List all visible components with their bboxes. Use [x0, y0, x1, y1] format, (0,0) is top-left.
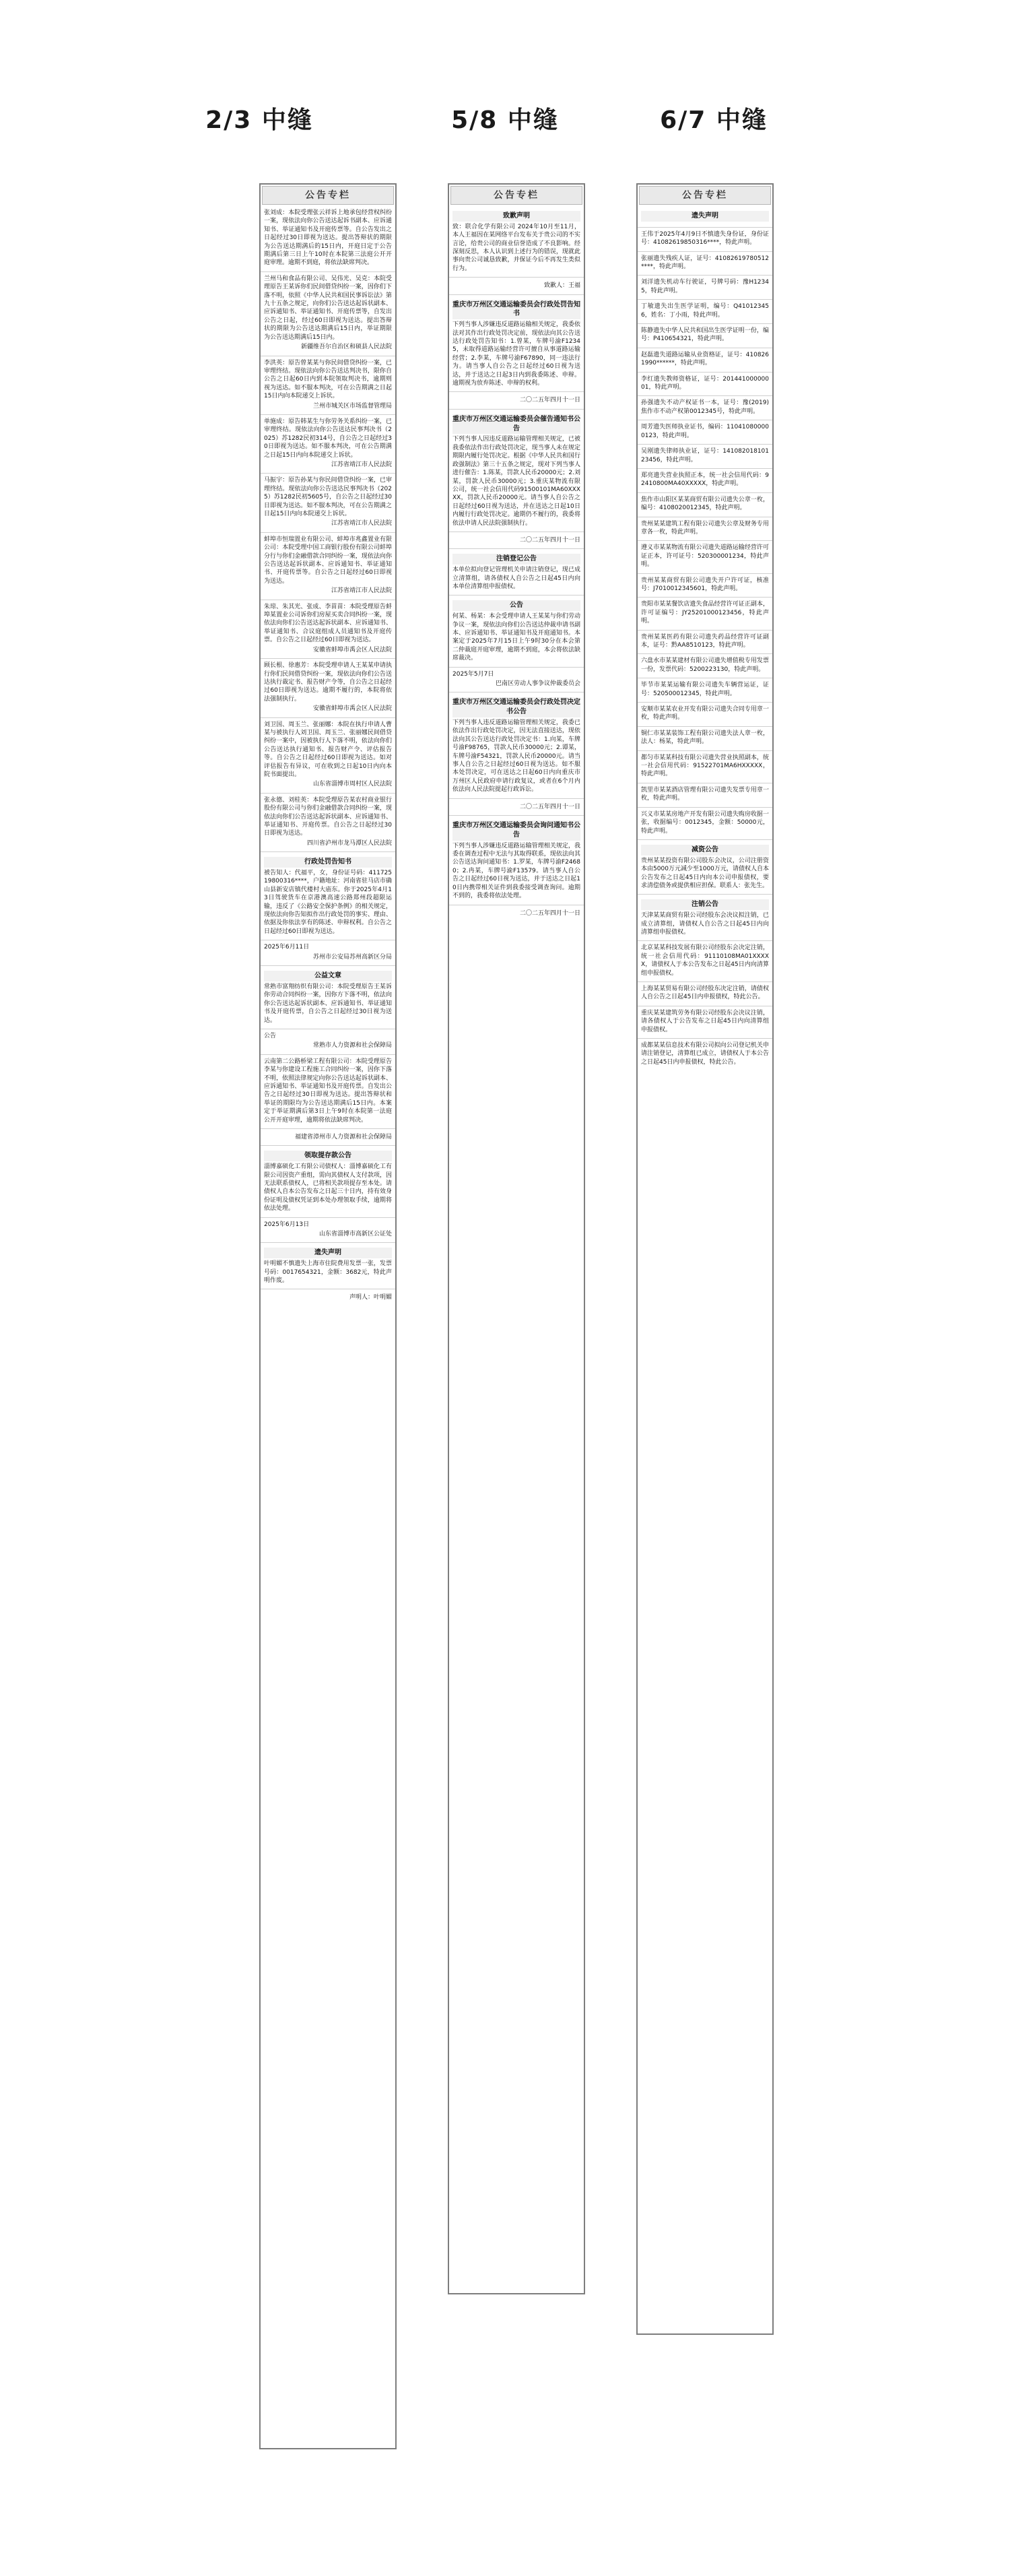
- notice-issuer: 安徽省蚌埠市禹会区人民法院: [312, 705, 392, 713]
- notice-line: 六盘水市某某建材有限公司遗失增值税专用发票一份，发票代码：5200223130，特此声明。: [641, 657, 769, 673]
- notice-item: [261, 356, 395, 414]
- notice-item: [449, 905, 584, 922]
- column-2-body: [449, 206, 584, 922]
- column-banner: 公告专栏: [450, 186, 582, 205]
- notice-body: 张永德、刘桂英：本院受理原告某农村商业银行股份有限公司与你们金融借款合同纠纷一案，现依法向你们公告送达起诉状副本、应诉通知书、举证通知书、开庭传票。自公告之日起经过30日即视为送达。: [264, 796, 392, 837]
- notice-body: 被告知人：代福平，女，身份证号码：41172519800316****，户籍地址：河南省驻马店市确山县新安店镇代楼村大庙东。你于2025年4月13日驾驶货车在京港澳高速公路郑州段超限运输，违反了《公路安全保护条例》的相关规定，现依法向你告知拟作出行政处罚的事实、理由、依据及你依法享有的陈述、申辩权利。自公告之日起经过60日即视为送达。: [264, 870, 392, 935]
- notice-heading: 重庆市万州区交通运输委员会行政处罚决定书公告: [452, 697, 580, 717]
- notice-heading: 遗失声明: [641, 211, 769, 222]
- notice-body: 淄博嘉硕化工有限公司债权人：淄博嘉硕化工有限公司因资产重组，需向其债权人支付款项，因无法联系债权人，已将相关款项提存至本处。请债权人自本公告发布之日起三十日内，持有效身份证明及债权凭证到本处办理领取手续，逾期将依法处理。: [264, 1163, 392, 1213]
- column-2: [448, 183, 585, 2294]
- notice-item: [638, 492, 772, 517]
- notice-issuer: 二〇二五年四月十一日: [519, 803, 580, 810]
- notice-item: [638, 630, 772, 654]
- notice-issuer: 苏州市公安局苏州高新区分局: [312, 953, 392, 961]
- notice-heading: 行政处罚告知书: [264, 857, 392, 868]
- notice-line: 贵州某某医药有限公司遗失药品经营许可证副本，证号：黔AA8510123，特此声明。: [641, 633, 769, 649]
- notice-line: 郑亮遗失营业执照正本，统一社会信用代码：92410800MA40XXXXX，特此声明。: [641, 472, 769, 488]
- notice-body: 贵州某某投资有限公司股东会决议，公司注册资本由5000万元减少至1000万元，请债权人自本公告发布之日起45日内向本公司申报债权，要求清偿债务或提供相应担保。联系人：张先生。: [641, 857, 769, 889]
- notice-line: 遵义市某某物流有限公司遗失道路运输经营许可证正本，许可证号：520300001234，特此声明。: [641, 544, 769, 569]
- notice-item: [638, 807, 772, 839]
- notice-issuer: 致歉人：王福: [543, 282, 580, 290]
- notice-line: 成都某某信息技术有限公司拟向公司登记机关申请注销登记，清算组已成立，请债权人于本公告之日起45日内申报债权，特此公告。: [641, 1042, 769, 1066]
- notice-issuer: 四川省泸州市龙马潭区人民法院: [306, 839, 392, 847]
- notice-heading: 减资公告: [641, 845, 769, 856]
- notice-body: 单施成：原告韩某生与你劳务关系纠纷一案，已审理终结。现依法向你公告送达民事判决书（2025）苏1282民初314号，自公告之日起经过30日即视为送达。如不服本判决，可在公告期满之日起15日内向本院递交上诉状。: [264, 418, 392, 459]
- notice-item: [261, 851, 395, 940]
- notice-body: 蚌埠市恒瑞置业有限公司、蚌埠市兆鑫置业有限公司：本院受理中国工商银行股份有限公司蚌埠分行与你们金融借款合同纠纷一案，现依法向你公告送达起诉状副本、应诉通知书、举证通知书、开庭传票等。自公告之日起经过60日即视为送达。: [264, 536, 392, 585]
- notice-body: 下列当事人涉嫌违反道路运输相关规定，我委依法对其作出行政处罚决定前，现依法向其公告送达行政处罚告知书：1.曾某，车牌号渝F12345，未取得道路运输经营许可擅自从事道路运输经营；2.李某，车牌号渝F67890，同一违法行为。请当事人自公告之日起经过60日视为送达，并于送达之日起3日内到我委陈述、申辩。逾期视为放弃陈述、申辩的权利。: [452, 321, 580, 387]
- header-col3: 6/7 中缝: [660, 106, 768, 134]
- notice-item: [638, 299, 772, 323]
- notice-item: [638, 444, 772, 468]
- notice-item: [638, 783, 772, 807]
- notice-heading: 致歉声明: [452, 211, 580, 222]
- notice-heading: 重庆市万州区交通运输委员会行政处罚告知书: [452, 300, 580, 320]
- notice-issuer: 安徽省蚌埠市禹会区人民法院: [312, 646, 392, 653]
- notice-item: [261, 271, 395, 356]
- notice-item: [449, 294, 584, 392]
- notice-item: [261, 1145, 395, 1217]
- notice-heading: 重庆市万州区交通运输委员会催告通知书公告: [452, 414, 580, 434]
- notice-item: [261, 414, 395, 473]
- notice-body: 公告: [264, 1032, 277, 1039]
- notice-item: [261, 473, 395, 532]
- notice-item: [638, 726, 772, 750]
- notice-heading: 公告: [452, 600, 580, 611]
- notice-body: 2025年6月13日: [264, 1221, 310, 1228]
- notice-heading: 注销公告: [641, 899, 769, 910]
- notice-line: 凯里市某某酒店管理有限公司遗失发票专用章一枚，特此声明。: [641, 786, 769, 802]
- notice-item: [261, 532, 395, 600]
- notice-item: [638, 540, 772, 573]
- notice-item: [261, 940, 395, 965]
- notice-line: 铜仁市某某装饰工程有限公司遗失法人章一枚，法人：杨某，特此声明。: [641, 730, 769, 746]
- notice-item: [261, 600, 395, 658]
- notice-issuer: 二〇二五年四月十一日: [519, 536, 580, 544]
- notice-issuer: 二〇二五年四月十一日: [519, 397, 580, 404]
- notice-issuer: 声明人：叶明媚: [349, 1294, 392, 1301]
- notice-body: 何某、杨某：本会受理申请人王某某与你们劳动争议一案，现依法向你们公告送达仲裁申请书副本、应诉通知书、举证通知书及开庭通知书。本案定于2025年7月15日上午9时30分在本会第二仲裁庭开庭审理，逾期不到庭，本会将依法缺席裁决。: [452, 613, 580, 662]
- notice-item: [449, 667, 584, 693]
- header-col1: 2/3 中缝: [205, 106, 313, 134]
- column-banner: 公告专栏: [262, 186, 394, 205]
- notice-heading: 公益文章: [264, 971, 392, 981]
- notice-body: 天津某某商贸有限公司经股东会决议拟注销，已成立清算组，请债权人自公告之日起45日内向清算组申报债权。: [641, 912, 769, 936]
- notice-item: [638, 1038, 772, 1070]
- notice-issuer: 福建省漳州市人力资源和社会保障局: [294, 1133, 392, 1140]
- notice-item: [449, 815, 584, 904]
- notice-item: [638, 894, 772, 940]
- notice-item: [449, 532, 584, 548]
- notice-issuer: 巴南区劳动人事争议仲裁委员会: [495, 680, 580, 688]
- notice-heading: 领取提存款公告: [264, 1151, 392, 1161]
- notice-line: 重庆某某建筑劳务有限公司经股东会决议注销，请各债权人于公告发布之日起45日内向清算组申报债权。: [641, 1009, 769, 1033]
- column-1-body: [261, 206, 395, 1306]
- notice-body: 本单位拟向登记管理机关申请注销登记，现已成立清算组，请各债权人自公告之日起45日内向本单位清算组申报债权。: [452, 567, 580, 590]
- notice-body: 常熟市富翔纺织有限公司：本院受理原告王某诉你劳动合同纠纷一案，因你方下落不明，依法向你公告送达起诉状副本、应诉通知书、举证通知书及开庭传票，自公告之日起经过30日视为送达。: [264, 983, 392, 1024]
- notice-item: [449, 391, 584, 408]
- notice-item: [449, 277, 584, 294]
- notice-item: [261, 1054, 395, 1128]
- notice-line: 丁敏遗失出生医学证明，编号：Q410123456，姓名：丁小雨，特此声明。: [641, 303, 769, 319]
- notice-body: 刘卫国、周玉兰、张丽娜：本院在执行申请人曹某与被执行人刘卫国、周玉兰、张丽娜民间借贷纠纷一案中，因被执行人下落不明，依法向你们公告送达执行通知书、报告财产令、评估报告等。自公告之日起经过60日即视为送达。如对评估报告有异议，可在收到之日起10日内向本院书面提出。: [264, 721, 392, 778]
- notice-body: 叶明媚不慎遗失上海市住院费用发票一张，发票号码：0017654321，金额：3682元，特此声明作废。: [264, 1260, 392, 1285]
- notice-body: 朱琼、朱其光、张成、李苗苗：本院受理原告蚌埠某置业公司诉你们房屋买卖合同纠纷一案，现依法向你们公告送达起诉状副本、应诉通知书、举证通知书、合议庭组成人员通知书及开庭传票。自公告之日起经过60日即视为送达。: [264, 603, 392, 644]
- notice-item: [638, 517, 772, 541]
- notice-item: [638, 348, 772, 372]
- notice-item: [638, 1006, 772, 1038]
- notice-item: [449, 595, 584, 666]
- notice-item: [638, 981, 772, 1006]
- notice-issuer: 山东省淄博市高新区公证处: [318, 1231, 392, 1238]
- notice-item: [449, 798, 584, 815]
- notice-heading: 遗失声明: [264, 1248, 392, 1258]
- notice-issuer: 兰州市城关区市场监督管理局: [312, 402, 392, 410]
- notice-body: 兰州马和食品有限公司、吴伟光、吴克：本院受理原告王某诉你们民间借贷纠纷一案，因你们下落不明，依照《中华人民共和国民事诉讼法》第九十五条之规定，向你们公告送达起诉状副本、应诉通知书、举证通知书、开庭传票等，自发出公告之日起，经过60日即视为送达。提出答辩状的期限为公告送达期满后15日内，举证期限为公告送达期满后15日内。: [264, 275, 392, 341]
- notice-item: [638, 468, 772, 492]
- notice-body: 下列当事人因违反道路运输管理相关规定，已被我委依法作出行政处罚决定，现当事人未在规定期限内履行处罚决定。根据《中华人民共和国行政强制法》第三十五条之规定，现对下列当事人进行催告：1.陈某，罚款人民币20000元；2.刘某，罚款人民币30000元；3.重庆某物流有限公司，统一社会信用代码91500101MA60XXXXX，罚款人民币20000元。请当事人自公告之日起经过60日视为送达，并在送达之日起10日内履行行政处罚决定。逾期仍不履行的，我委将依法申请人民法院强制执行。: [452, 436, 580, 527]
- notice-line: 李红遗失教师资格证，证号：20144100000001，特此声明。: [641, 375, 769, 391]
- notice-line: 陈静遗失中华人民共和国出生医学证明一份，编号：P410654321，特此声明。: [641, 327, 769, 343]
- notice-item: [261, 206, 395, 271]
- notice-item: [638, 597, 772, 629]
- notice-item: [638, 573, 772, 598]
- notice-line: 张丽遗失残疾人证，证号：41082619780512****，特此声明。: [641, 255, 769, 271]
- notice-line: 焦作市山阳区某某商贸有限公司遗失公章一枚，编号：4108020012345，特此声明。: [641, 496, 769, 512]
- notice-heading: 重庆市万州区交通运输委员会询问通知书公告: [452, 820, 580, 841]
- notice-line: 都匀市某某科技有限公司遗失营业执照副本，统一社会信用代码：91522701MA6HXXXXX，特此声明。: [641, 754, 769, 778]
- notice-item: [638, 750, 772, 783]
- notice-item: [261, 1242, 395, 1289]
- notice-item: [638, 395, 772, 420]
- notice-body: 2025年6月11日: [264, 944, 310, 951]
- notice-line: 吴刚遗失律师执业证，证号：14108201810123456，特此声明。: [641, 448, 769, 463]
- notice-body: 李洪英：原告曾某某与你民间借贷纠纷一案，已审理终结。现依法向你公告送达判决书，限你自公告之日起60日内到本院领取判决书，逾期则视为送达。如不服本判决，可在公告期满之日起15日内向本院递交上诉状。: [264, 359, 392, 400]
- notice-item: [449, 206, 584, 277]
- notice-line: 兴义市某某房地产开发有限公司遗失购房收据一张，收据编号：0012345，金额：50000元，特此声明。: [641, 810, 769, 835]
- notice-item: [638, 420, 772, 444]
- notice-issuer: 江苏省靖江市人民法院: [331, 461, 392, 468]
- notice-body: 张刘成：本院受理张云祥诉上地承包经营权纠纷一案，现依法向你公告送达起诉书副本、应诉通知书、举证通知书及开庭传票等。自公告发出之日起经过30日即视为送达。提出答辩状的期限为公告送达期满后的15日内，开庭日定于公告期满后第三日上午10时在本院第三法庭公开开庭审理。逾期不到庭，将依法缺席判决。: [264, 210, 392, 267]
- notice-item: [638, 653, 772, 678]
- notice-item: [638, 702, 772, 726]
- notice-item: [638, 275, 772, 299]
- notice-body: 致：联合化学有限公司 2024年10月至11月，本人王福因在某网络平台发布关于贵公司的不实言论，给贵公司的商业信誉造成了不良影响。经深刻反思，本人认识到上述行为的错误，现就此事向贵公司诚恳致歉，并保证今后不再发生类似行为。: [452, 223, 580, 272]
- notice-item: [638, 206, 772, 227]
- notice-heading: 注销登记公告: [452, 554, 580, 565]
- notice-item: [261, 793, 395, 851]
- column-banner: 公告专栏: [639, 186, 771, 205]
- notice-issuer: 常熟市人力资源和社会保障局: [312, 1042, 392, 1050]
- notice-line: 贵州某某建筑工程有限公司遗失公章及财务专用章各一枚，特此声明。: [641, 520, 769, 536]
- notice-line: 王伟于2025年4月9日不慎遗失身份证，身份证号：41082619850316****，特此声明。: [641, 230, 769, 247]
- notice-item: [261, 1128, 395, 1145]
- notice-line: 贵阳市某某餐饮店遗失食品经营许可证正副本，许可证编号：JY25201000123456，特此声明。: [641, 601, 769, 625]
- notice-item: [261, 717, 395, 793]
- notice-body: 云南第二公路桥梁工程有限公司：本院受理原告李某与你建设工程施工合同纠纷一案，因你下落不明，依照法律规定向你公告送达起诉状副本、应诉通知书、举证通知书及开庭传票。自发出公告之日起经过30日即视为送达。提出答辩状和举证的期限均为公告送达期满后15日内。本案定于举证期满后第3日上午9时在本院第一法庭公开开庭审理，逾期将依法缺席判决。: [264, 1058, 392, 1124]
- notice-issuer: 二〇二五年四月十一日: [519, 909, 580, 917]
- notice-line: 贵州某某商贸有限公司遗失开户许可证，核准号：J7010012345601，特此声明。: [641, 577, 769, 592]
- notice-body: 2025年5月7日: [452, 670, 494, 678]
- header-col2: 5/8 中缝: [451, 106, 559, 134]
- notice-line: 上海某某贸易有限公司经股东决定注销，请债权人自公告之日起45日内申报债权，特此公告。: [641, 985, 769, 1001]
- column-3-body: [638, 206, 772, 1070]
- notice-body: 顾长根、徐惠芳：本院受理申请人王某某申请执行你们民间借贷纠纷一案，现依法向你们公告送达执行裁定书、报告财产令等，自公告之日起经过60日即视为送达。逾期不履行的，本院将依法强制执行。: [264, 662, 392, 703]
- notice-item: [638, 839, 772, 894]
- notice-line: 周芳遗失医师执业证书，编码：110410800000123，特此声明。: [641, 424, 769, 439]
- column-3: [636, 183, 774, 2335]
- notice-item: [261, 1217, 395, 1243]
- notice-issuer: 山东省淄博市周村区人民法院: [312, 781, 392, 788]
- notice-issuer: 江苏省靖江市人民法院: [331, 520, 392, 527]
- notice-item: [449, 409, 584, 532]
- notice-item: [261, 1029, 395, 1054]
- notice-item: [261, 658, 395, 717]
- notice-item: [449, 692, 584, 798]
- notice-line: 赵磊遗失道路运输从业资格证，证号：4108261990******，特此声明。: [641, 351, 769, 367]
- notice-item: [638, 372, 772, 396]
- column-1: [259, 183, 397, 2449]
- notice-line: 安顺市某某农业开发有限公司遗失合同专用章一枚，特此声明。: [641, 706, 769, 721]
- notice-item: [449, 548, 584, 595]
- notice-item: [638, 251, 772, 276]
- notice-line: 刘洋遗失机动车行驶证，号牌号码：豫H12345，特此声明。: [641, 279, 769, 294]
- notice-item: [638, 323, 772, 348]
- notice-line: 孙强遗失不动产权证书一本，证号：豫(2019)焦作市不动产权第0012345号，特此声明。: [641, 399, 769, 415]
- notice-issuer: 新疆维吾尔自治区和硕县人民法院: [300, 344, 392, 351]
- notice-body: 下列当事人涉嫌违反道路运输管理相关规定，我委在调查过程中无法与其取得联系，现依法向其公告送达询问通知书：1.罗某，车牌号渝F24680；2.冉某，车牌号渝F13579。请当事人自公告之日起经过60日视为送达，并于送达之日起10日内携带相关证件到我委接受调查询问。逾期不到的，我委将依法处理。: [452, 842, 580, 900]
- notice-item: [261, 965, 395, 1029]
- notice-body: 马振宇：原告孙某与你民间借贷纠纷一案，已审理终结。现依法向你公告送达民事判决书（2025）苏1282民初5605号，自公告之日起经过30日即视为送达。如不服本判决，可在公告期满之日起15日内向本院递交上诉状。: [264, 477, 392, 517]
- notice-body: 下列当事人违反道路运输管理相关规定，我委已依法作出行政处罚决定，因无法直接送达，现依法向其公告送达行政处罚决定书：1.向某，车牌号渝F98765，罚款人民币30000元；2.谭某，车牌号渝F54321，罚款人民币20000元。请当事人自公告之日起经过60日视为送达。如不服本处罚决定，可在送达之日起60日内向重庆市万州区人民政府申请行政复议，或者在6个月内依法向人民法院提起行政诉讼。: [452, 719, 580, 794]
- notice-line: 北京某某科技发展有限公司经股东会决定注销，统一社会信用代码：91110108MA01XXXXX，请债权人于本公告发布之日起45日内向清算组申报债权。: [641, 944, 769, 977]
- notice-item: [638, 940, 772, 981]
- notice-issuer: 江苏省靖江市人民法院: [331, 587, 392, 595]
- notice-item: [638, 678, 772, 702]
- notice-item: [638, 227, 772, 251]
- notice-item: [261, 1289, 395, 1306]
- notice-line: 毕节市某某运输有限公司遗失车辆营运证，证号：520500012345，特此声明。: [641, 682, 769, 697]
